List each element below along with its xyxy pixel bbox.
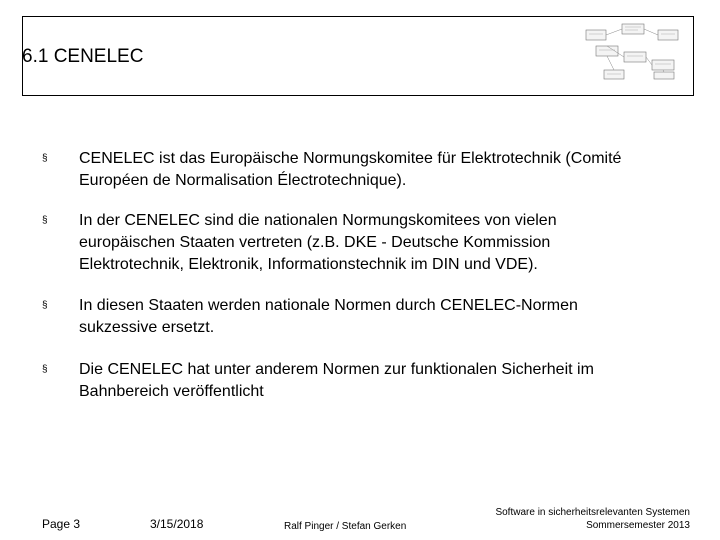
bullet-item xyxy=(42,210,682,276)
footer-date: 3/15/2018 xyxy=(150,517,204,531)
bullet-item xyxy=(42,359,682,403)
bullet-marker: § xyxy=(42,364,48,375)
bullet-list xyxy=(42,148,682,403)
page-title: 6.1 CENELEC xyxy=(22,46,144,67)
footer-authors: Ralf Pinger / Stefan Gerken xyxy=(284,521,407,532)
bullet-text-line: CENELEC ist das Europäische Normungskomitee für Elektrotechnik (Comité xyxy=(79,150,622,167)
bullet-text-line: europäischen Staaten vertreten (z.B. DKE - Deutsche Kommission xyxy=(79,234,551,251)
bullet-text-line: sukzessive ersetzt. xyxy=(79,319,215,336)
bullet-marker: § xyxy=(42,153,48,164)
footer-course-term: Sommersemester 2013 xyxy=(586,520,690,531)
footer-course xyxy=(495,506,690,532)
footer-course-title: Software in sicherheitsrelevanten Systemen xyxy=(495,507,690,518)
bullet-item xyxy=(42,295,682,339)
bullet-marker: § xyxy=(42,215,48,226)
bullet-text-line: Bahnbereich veröffentlicht xyxy=(79,383,264,400)
bullet-text-line: Européen de Normalisation Électrotechnique). xyxy=(79,172,407,189)
footer-page-number: Page 3 xyxy=(42,517,81,531)
bullet-item xyxy=(42,148,682,192)
process-diagram-thumbnail xyxy=(580,0,686,80)
bullet-marker: § xyxy=(42,300,48,311)
bullet-text-line: Elektrotechnik, Elektronik, Informationstechnik im DIN und VDE). xyxy=(79,256,538,273)
bullet-text-line: Die CENELEC hat unter anderem Normen zur funktionalen Sicherheit im xyxy=(79,361,594,378)
bullet-text-line: In der CENELEC sind die nationalen Normungskomitees von vielen xyxy=(79,212,557,229)
bullet-text-line: In diesen Staaten werden nationale Normen durch CENELEC-Normen xyxy=(79,297,578,314)
